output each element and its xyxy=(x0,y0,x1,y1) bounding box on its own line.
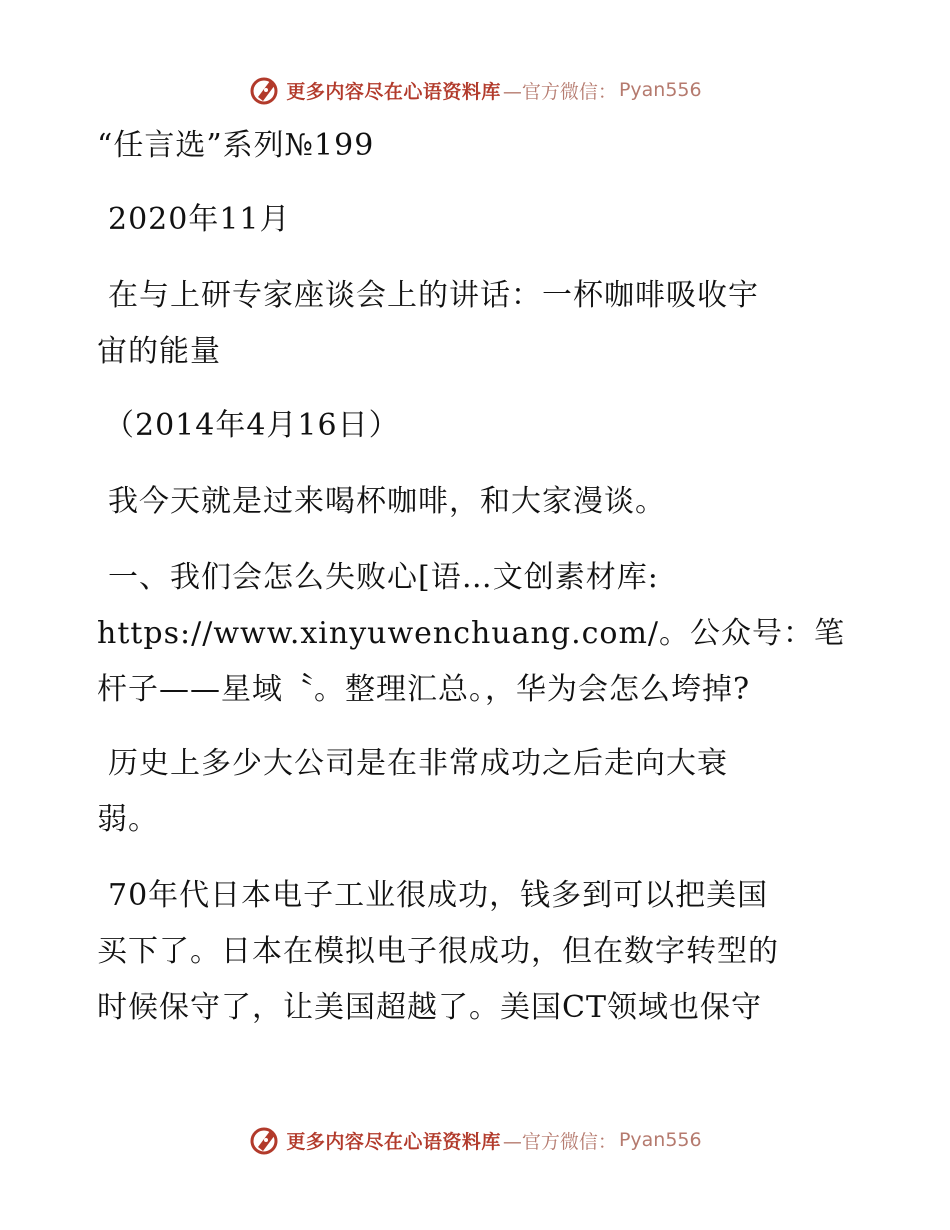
speech-title-line-2: 宙的能量 xyxy=(97,334,221,369)
watermark-sub-text: —官方微信： xyxy=(502,80,617,103)
paragraph-4-line-2: 买下了。日本在模拟电子很成功，但在数字转型的 xyxy=(97,934,779,969)
paragraph-1: 我今天就是过来喝杯咖啡，和大家漫谈。 xyxy=(108,484,666,519)
paragraph-4-line-1: 70年代日本电子工业很成功，钱多到可以把美国 xyxy=(108,878,769,913)
watermark-main-text: 更多内容尽在心语资料库 xyxy=(286,1130,501,1153)
paragraph-3-line-2: 弱。 xyxy=(97,802,159,837)
pen-nib-logo-icon xyxy=(248,1123,282,1157)
watermark-main-text: 更多内容尽在心语资料库 xyxy=(286,80,501,103)
watermark-wechat-id: Pyan556 xyxy=(618,79,702,101)
paragraph-4-line-3: 时候保守了，让美国超越了。美国CT领域也保守 xyxy=(97,990,762,1025)
paragraph-2-line-3: 杆子——星域〝。整理汇总。，华为会怎么垮掉? xyxy=(97,672,751,707)
speech-title-line-1: 在与上研专家座谈会上的讲话：一杯咖啡吸收宇 xyxy=(108,278,759,313)
watermark-wechat-id: Pyan556 xyxy=(618,1129,702,1151)
document-date: 2020年11月 xyxy=(108,202,291,237)
speech-date: （2014年4月16日） xyxy=(104,408,400,443)
paragraph-2-line-2: https://www.xinyuwenchuang.com/。公众号：笔 xyxy=(97,616,846,651)
header-watermark xyxy=(0,70,950,110)
series-label: “任言选”系列№199 xyxy=(97,128,375,163)
paragraph-3-line-1: 历史上多少大公司是在非常成功之后走向大衰 xyxy=(108,746,728,781)
paragraph-2-line-1: 一、我们会怎么失败心[语…文创素材库: xyxy=(108,560,659,595)
pen-nib-logo-icon xyxy=(248,73,282,107)
watermark-sub-text: —官方微信： xyxy=(502,1130,617,1153)
footer-watermark xyxy=(0,1120,950,1160)
